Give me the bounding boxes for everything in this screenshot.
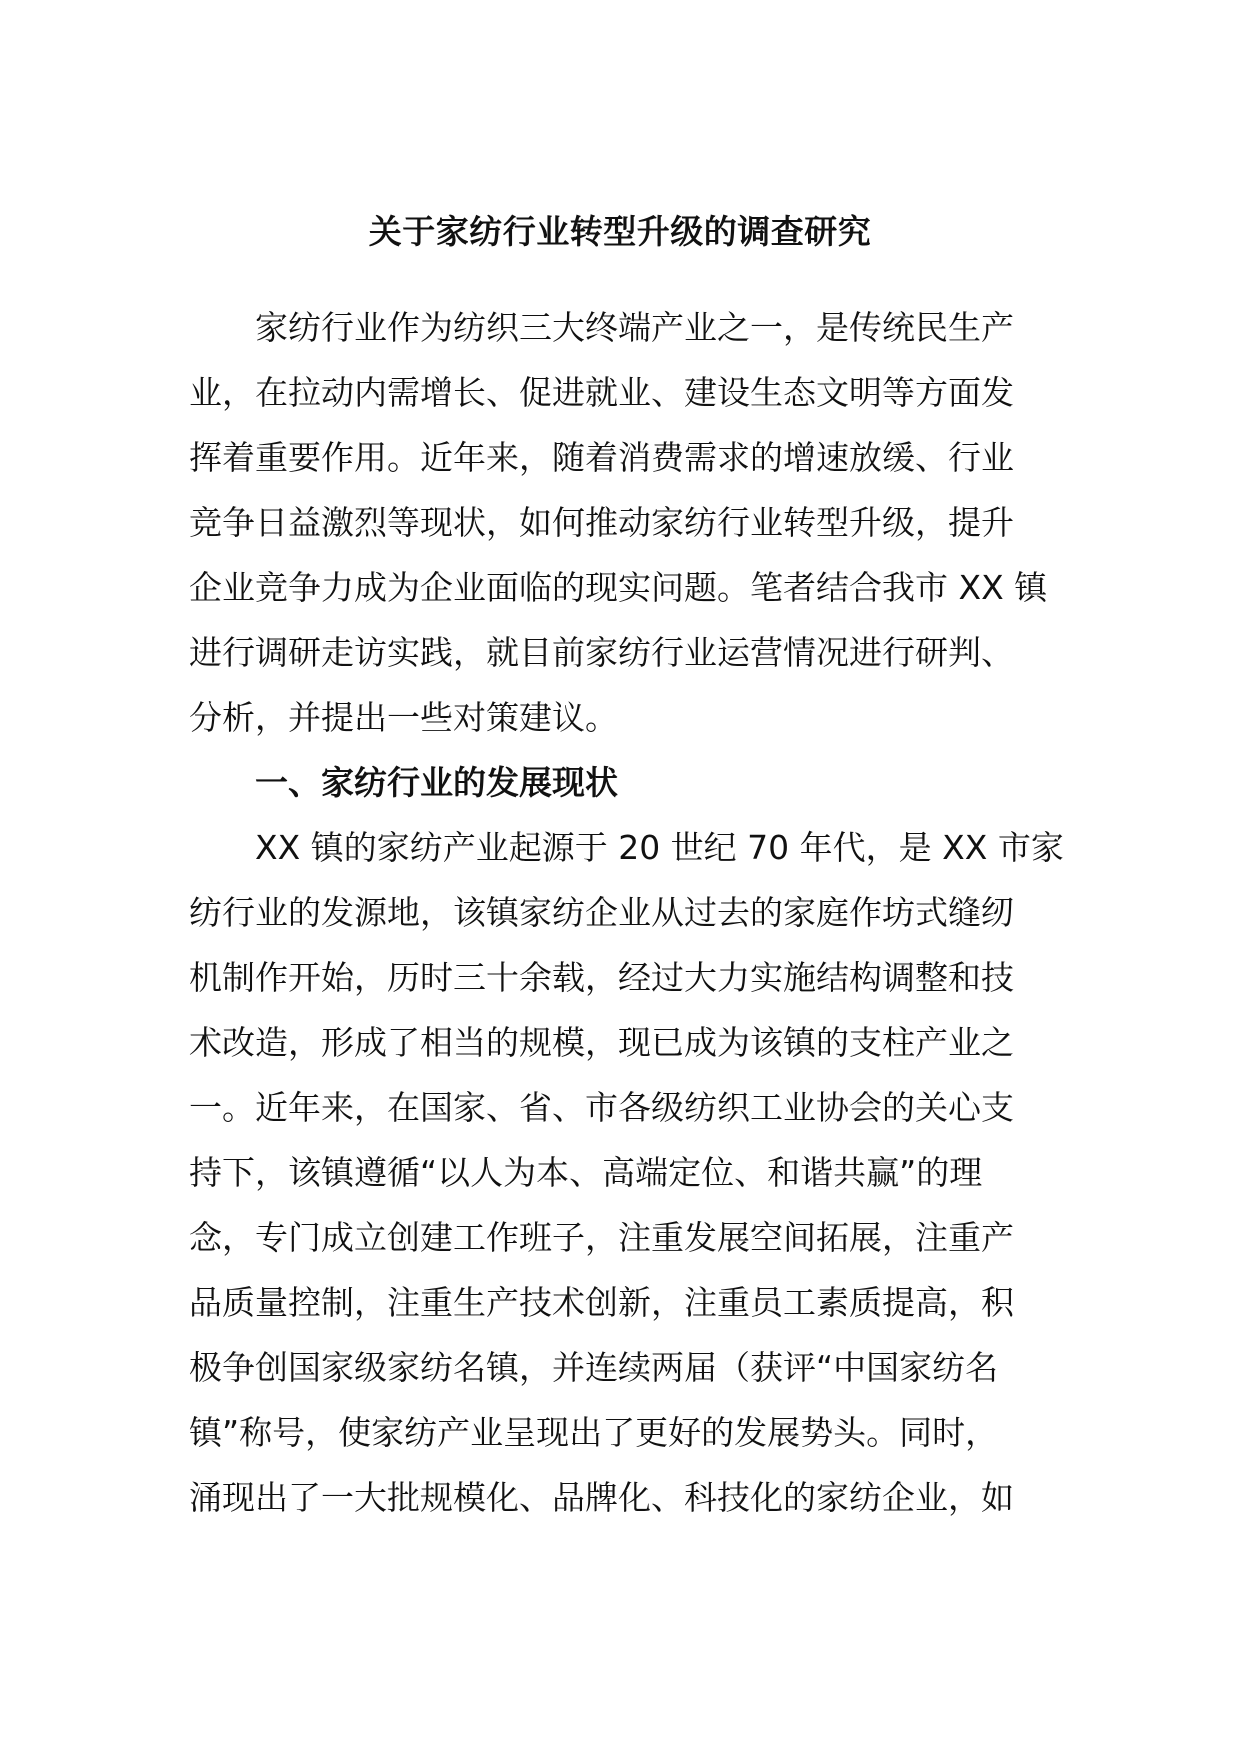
body-text-line: 业，在拉动内需增长、促进就业、建设生态文明等方面发	[189, 373, 1014, 412]
body-text-line: 家纺行业作为纺织三大终端产业之一，是传统民生产	[255, 308, 1014, 347]
body-text-line: 一。近年来，在国家、省、市各级纺织工业协会的关心支	[189, 1088, 1014, 1127]
body-text-line: 挥着重要作用。近年来，随着消费需求的增速放缓、行业	[189, 438, 1014, 477]
document-body	[189, 295, 1064, 1530]
body-text-line: 机制作开始，历时三十余载，经过大力实施结构调整和技	[189, 958, 1014, 997]
body-text-line: 纺行业的发源地，该镇家纺企业从过去的家庭作坊式缝纫	[189, 893, 1014, 932]
body-text-line: 术改造，形成了相当的规模，现已成为该镇的支柱产业之	[189, 1023, 1014, 1062]
body-text-line: XX 镇的家纺产业起源于 20 世纪 70 年代，是 XX 市家	[255, 828, 1064, 867]
body-text-line: 品质量控制，注重生产技术创新，注重员工素质提高，积	[189, 1283, 1014, 1322]
body-text-line: 镇”称号，使家纺产业呈现出了更好的发展势头。同时，	[189, 1413, 999, 1452]
body-text-line: 企业竞争力成为企业面临的现实问题。笔者结合我市 XX 镇	[189, 568, 1048, 607]
body-text-line: 分析，并提出一些对策建议。	[189, 698, 618, 737]
body-text-line: 极争创国家级家纺名镇，并连续两届（获评“中国家纺名	[189, 1348, 999, 1387]
body-text-line: 竞争日益激烈等现状，如何推动家纺行业转型升级，提升	[189, 503, 1014, 542]
body-text-line: 念，专门成立创建工作班子，注重发展空间拓展，注重产	[189, 1218, 1014, 1257]
section-heading: 一、家纺行业的发展现状	[255, 763, 618, 802]
body-text-line: 进行调研走访实践，就目前家纺行业运营情况进行研判、	[189, 633, 1014, 672]
body-text-line: 涌现出了一大批规模化、品牌化、科技化的家纺企业，如	[189, 1478, 1014, 1517]
document-title: 关于家纺行业转型升级的调查研究	[368, 212, 872, 251]
body-text-line: 持下，该镇遵循“以人为本、高端定位、和谐共赢”的理	[189, 1153, 983, 1192]
